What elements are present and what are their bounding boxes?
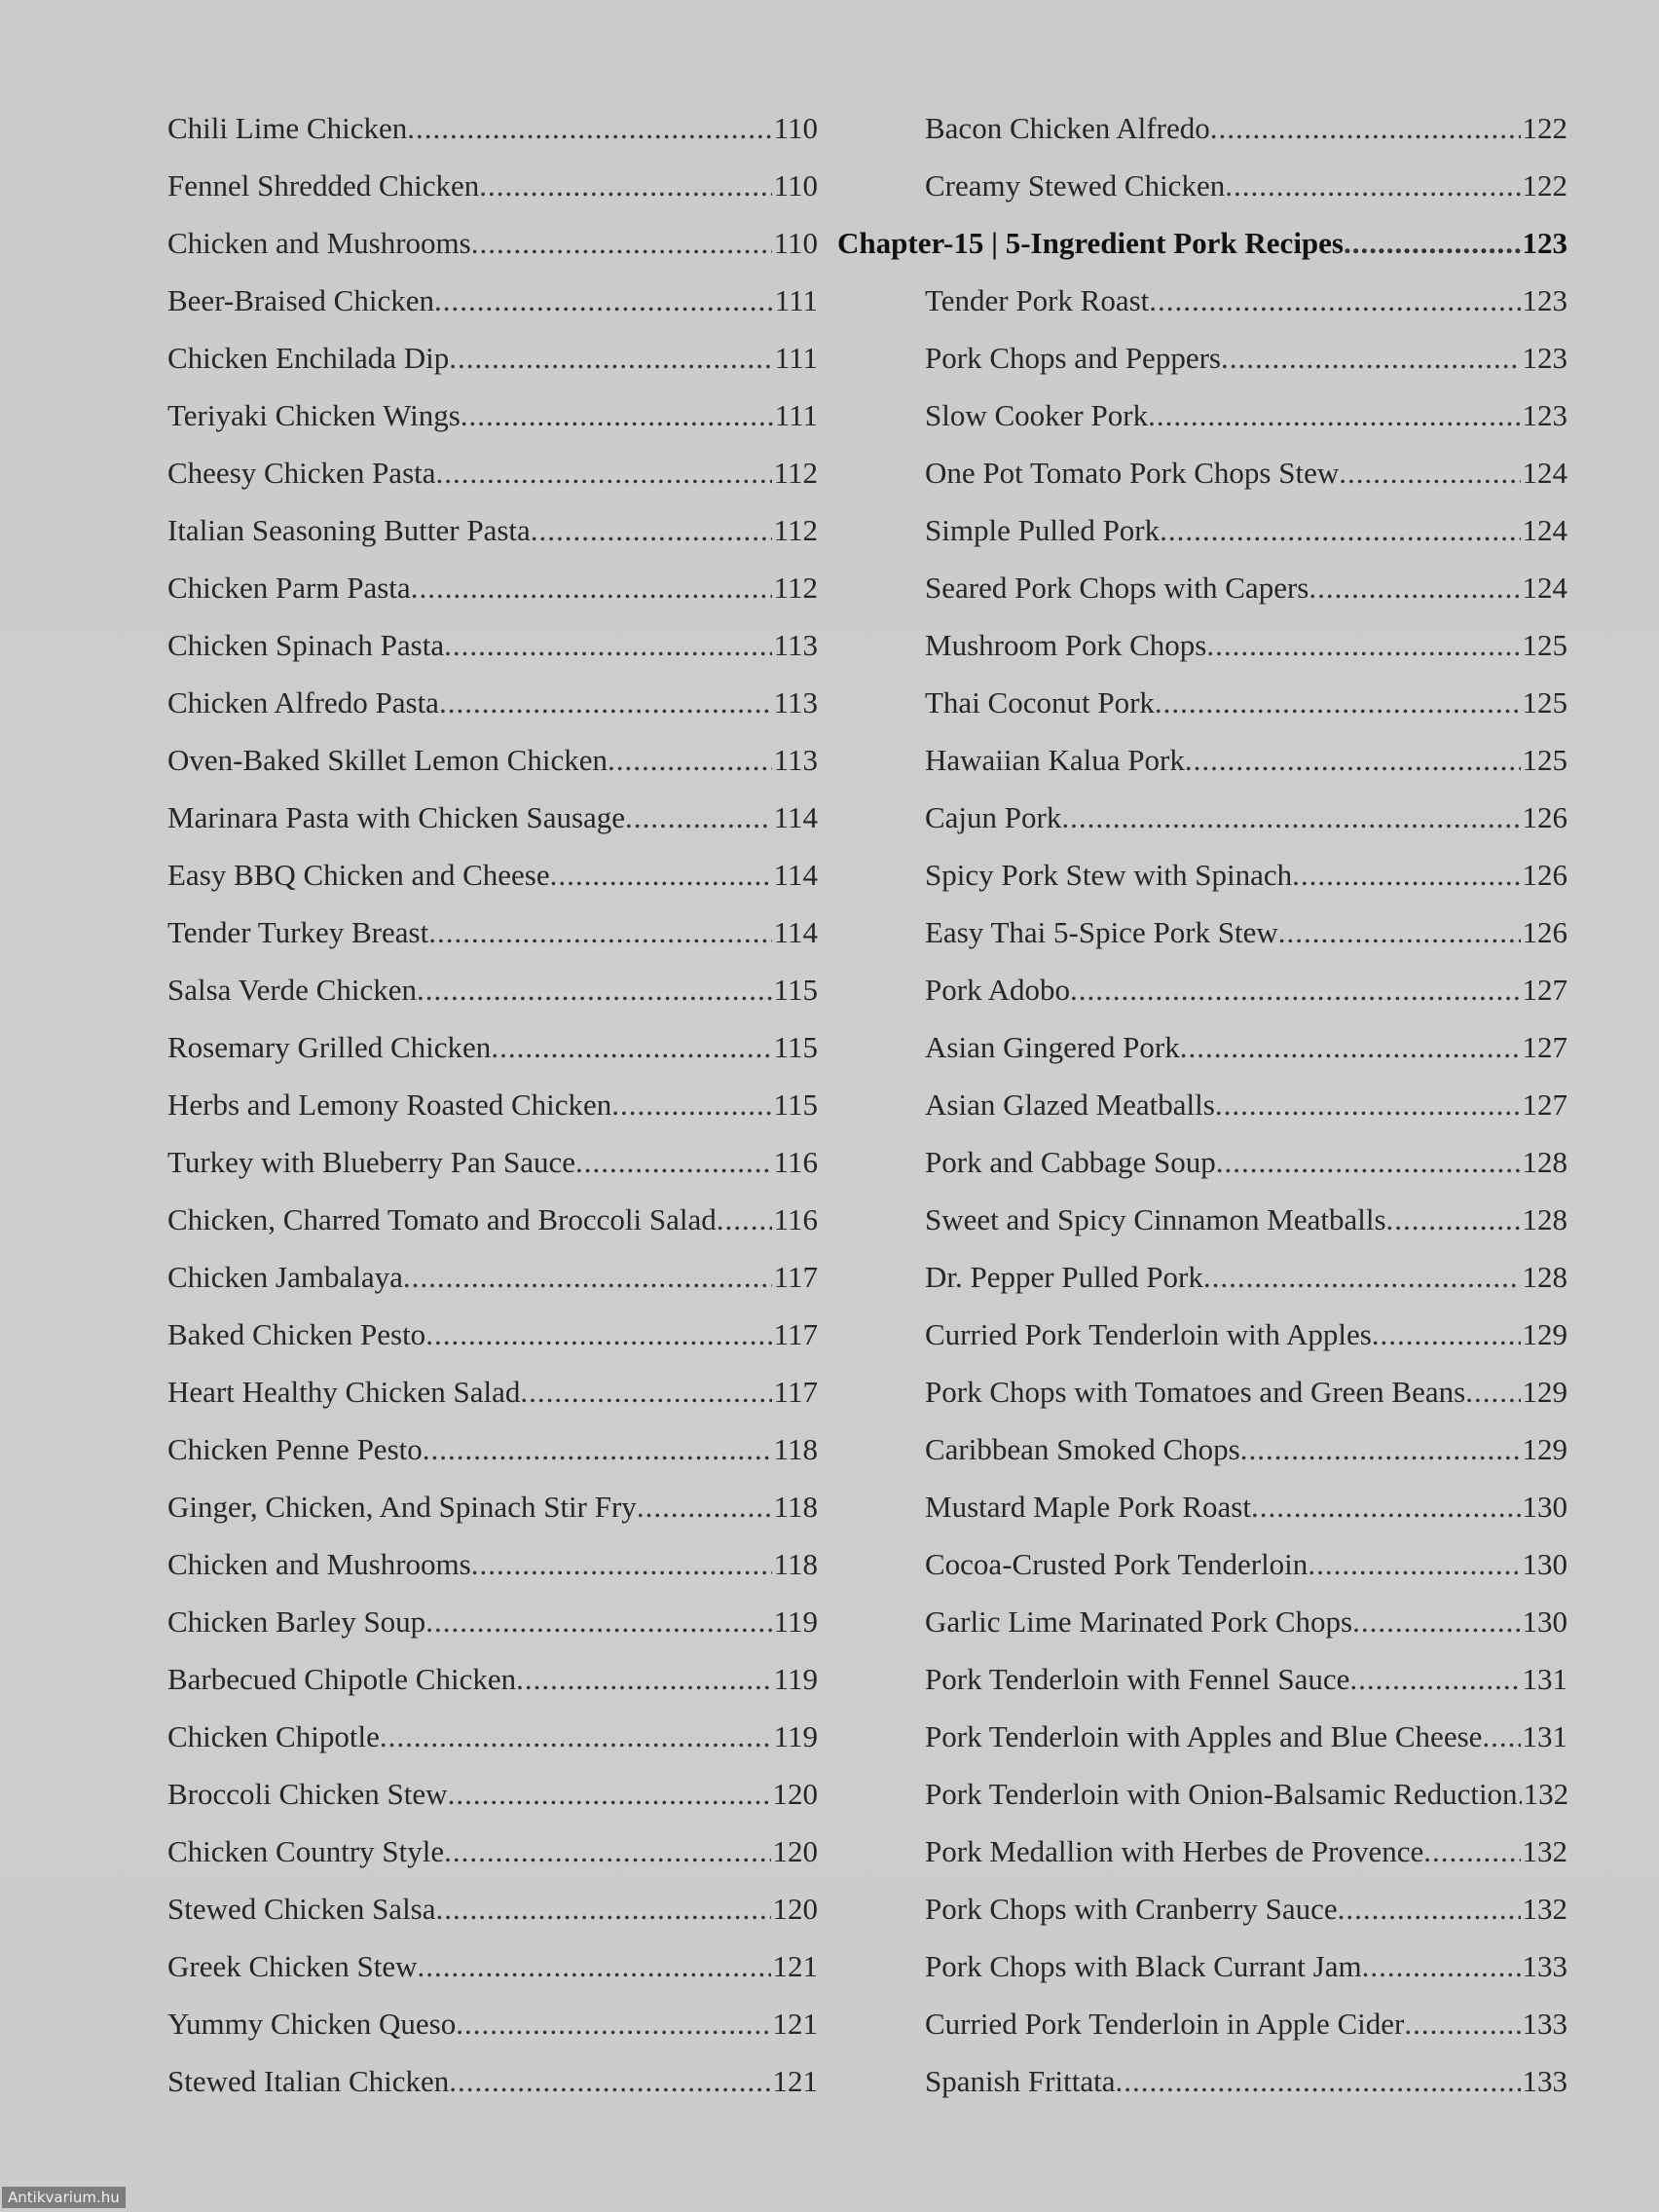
toc-entry [167,444,818,501]
entry-page: 122 [1522,168,1567,203]
toc-entry [881,846,1567,903]
entry-title: Marinara Pasta with Chicken Sausage [167,800,626,834]
entry-page: 113 [773,743,818,777]
toc-entry [881,1880,1567,1937]
dot-leader [418,1937,771,1995]
entry-title: Dr. Pepper Pulled Pork [925,1260,1203,1294]
entry-page: 114 [773,800,818,834]
entry-title: Seared Pork Chops with Capers [925,571,1309,605]
entry-title: Chicken Chipotle [167,1719,380,1753]
dot-leader [461,387,773,444]
entry-title: Chicken Jambalaya [167,1260,403,1294]
dot-leader [436,1880,771,1937]
entry-page: 115 [773,1030,818,1064]
dot-leader [1404,1995,1520,2052]
entry-page: 132 [1522,1892,1567,1926]
dot-leader [1115,2052,1520,2110]
dot-leader [1372,1306,1521,1363]
toc-entry [881,329,1567,387]
toc-entry [881,501,1567,559]
toc-entry [167,846,818,903]
entry-title: Stewed Chicken Salsa [167,1892,436,1926]
toc-entry [167,1133,818,1191]
toc-entry [167,1306,818,1363]
entry-page: 128 [1522,1145,1567,1179]
dot-leader [417,961,772,1018]
toc-entry [881,1420,1567,1478]
entry-title: Chicken Barley Soup [167,1604,426,1639]
toc-entry [167,1363,818,1420]
entry-page: 130 [1522,1490,1567,1524]
entry-page: 132 [1522,1834,1567,1868]
dot-leader [434,272,773,329]
entry-title: Tender Turkey Breast [167,915,429,949]
entry-page: 130 [1522,1604,1567,1639]
entry-title: Italian Seasoning Butter Pasta [167,513,531,547]
entry-title: Easy BBQ Chicken and Cheese [167,858,550,892]
dot-leader [611,1076,771,1133]
dot-leader [1185,731,1521,789]
entry-page: 115 [773,973,818,1007]
entry-page: 110 [773,111,818,145]
chapter-title: Chapter-15 | 5-Ingredient Pork Recipes [837,226,1344,260]
dot-leader [637,1478,772,1535]
entry-page: 128 [1522,1260,1567,1294]
entry-title: Rosemary Grilled Chicken [167,1030,492,1064]
dot-leader [1362,1937,1521,1995]
entry-title: Baked Chicken Pesto [167,1317,426,1351]
entry-page: 129 [1522,1317,1567,1351]
entry-title: Pork Chops with Tomatoes and Green Beans [925,1375,1466,1409]
toc-entry [881,903,1567,961]
entry-page: 112 [773,513,818,547]
dot-leader [1386,1191,1521,1248]
entry-page: 118 [773,1432,818,1466]
toc-entry [881,1076,1567,1133]
dot-leader [491,1018,771,1076]
toc-entry [881,1650,1567,1708]
dot-leader [608,731,772,789]
toc-entry [167,731,818,789]
dot-leader [1292,846,1520,903]
entry-title: Pork Tenderloin with Fennel Sauce [925,1662,1350,1696]
dot-leader [1465,1363,1520,1420]
entry-page: 133 [1522,1949,1567,1983]
entry-title: Chicken and Mushrooms [167,1547,471,1581]
entry-title: Mushroom Pork Chops [925,628,1207,662]
toc-entry [167,903,818,961]
dot-leader [1338,1880,1521,1937]
toc-entry [167,272,818,329]
dot-leader [456,1995,770,2052]
entry-page: 112 [773,456,818,490]
dot-leader [403,1248,772,1306]
dot-leader [449,2052,770,2110]
entry-title: Bacon Chicken Alfredo [925,111,1210,145]
entry-page: 121 [772,1949,818,1983]
toc-entry [167,1076,818,1133]
entry-page: 114 [773,858,818,892]
entry-title: Cajun Pork [925,800,1062,834]
entry-title: Pork Medallion with Herbes de Provence [925,1834,1424,1868]
dot-leader [1240,1420,1521,1478]
dot-leader [1352,1593,1520,1650]
dot-leader [1210,99,1521,157]
entry-title: Caribbean Smoked Chops [925,1432,1240,1466]
toc-entry [167,1880,818,1937]
entry-title: Chicken, Charred Tomato and Broccoli Salad [167,1202,717,1236]
dot-leader [1308,1535,1520,1593]
entry-page: 123 [1522,341,1567,375]
entry-title: Spanish Frittata [925,2064,1116,2098]
toc-entry [881,1937,1567,1995]
entry-page: 122 [1522,111,1567,145]
entry-page: 124 [1522,456,1567,490]
entry-page: 126 [1522,915,1567,949]
entry-title: Sweet and Spicy Cinnamon Meatballs [925,1202,1386,1236]
toc-entry [881,1708,1567,1765]
dot-leader [1070,961,1521,1018]
entry-page: 127 [1522,973,1567,1007]
dot-leader [1309,559,1520,616]
entry-page: 125 [1522,743,1567,777]
dot-leader [425,1593,771,1650]
entry-title: Hawaiian Kalua Pork [925,743,1185,777]
entry-page: 112 [773,571,818,605]
toc-entry [881,1478,1567,1535]
dot-leader [516,1650,772,1708]
entry-page: 124 [1522,513,1567,547]
toc-entry [167,961,818,1018]
dot-leader [1221,329,1521,387]
dot-leader [471,214,772,272]
entry-page: 116 [773,1145,818,1179]
dot-leader [1225,157,1520,214]
dot-leader [1155,674,1521,731]
toc-entry [881,789,1567,846]
dot-leader [1482,1708,1520,1765]
dot-leader [1344,214,1521,272]
entry-title: Chili Lime Chicken [167,111,408,145]
toc-entry [167,214,818,272]
entry-page: 119 [773,1662,818,1696]
entry-page: 113 [773,685,818,719]
entry-title: Teriyaki Chicken Wings [167,398,461,432]
entry-title: Heart Healthy Chicken Salad [167,1375,521,1409]
entry-page: 111 [774,398,818,432]
entry-title: Cocoa-Crusted Pork Tenderloin [925,1547,1309,1581]
entry-title: Greek Chicken Stew [167,1949,418,1983]
toc-entry [881,559,1567,616]
entry-title: Beer-Braised Chicken [167,283,434,317]
entry-title: Chicken Alfredo Pasta [167,685,439,719]
toc-entry [167,1708,818,1765]
entry-title: Oven-Baked Skillet Lemon Chicken [167,743,608,777]
entry-page: 124 [1522,571,1567,605]
toc-entry [167,1593,818,1650]
entry-title: Broccoli Chicken Stew [167,1777,448,1811]
entry-title: Thai Coconut Pork [925,685,1155,719]
toc-entry [881,1823,1567,1880]
entry-page: 121 [772,2007,818,2041]
chapter-heading [837,214,1567,272]
entry-title: One Pot Tomato Pork Chops Stew [925,456,1340,490]
entry-title: Salsa Verde Chicken [167,973,417,1007]
toc-entry [167,387,818,444]
dot-leader [717,1191,772,1248]
entry-title: Chicken Penne Pesto [167,1432,423,1466]
toc-entry [167,1018,818,1076]
dot-leader [439,674,772,731]
dot-leader [625,789,772,846]
entry-title: Herbs and Lemony Roasted Chicken [167,1088,612,1122]
toc-entry [167,501,818,559]
toc-left-column [167,99,818,2110]
entry-page: 127 [1522,1088,1567,1122]
entry-page: 117 [773,1317,818,1351]
dot-leader [479,157,771,214]
entry-page: 117 [773,1260,818,1294]
toc-entry [167,1995,818,2052]
toc-entry [881,1306,1567,1363]
toc-entry [881,444,1567,501]
entry-page: 120 [772,1892,818,1926]
toc-entry [167,1937,818,1995]
entry-title: Chicken Enchilada Dip [167,341,450,375]
toc-entry [881,1363,1567,1420]
toc-entry [881,1248,1567,1306]
dot-leader [423,1420,772,1478]
toc-entry [881,1133,1567,1191]
toc-entry [881,157,1567,214]
dot-leader [1216,1133,1521,1191]
entry-page: 115 [773,1088,818,1122]
entry-page: 133 [1522,2007,1567,2041]
entry-title: Yummy Chicken Queso [167,2007,457,2041]
toc-entry [167,559,818,616]
toc-entry [881,1593,1567,1650]
dot-leader [1349,1650,1520,1708]
entry-page: 125 [1522,685,1567,719]
entry-title: Chicken Spinach Pasta [167,628,445,662]
entry-page: 129 [1522,1432,1567,1466]
toc-entry [167,1765,818,1823]
entry-title: Pork Chops with Black Currant Jam [925,1949,1362,1983]
dot-leader [436,444,772,501]
dot-leader [1148,387,1520,444]
entry-title: Fennel Shredded Chicken [167,168,480,203]
entry-page: 128 [1522,1202,1567,1236]
entry-page: 117 [773,1375,818,1409]
entry-page: 129 [1522,1375,1567,1409]
entry-title: Creamy Stewed Chicken [925,168,1226,203]
entry-page: 120 [772,1777,818,1811]
dot-leader [1203,1248,1521,1306]
toc-entry [881,99,1567,157]
entry-page: 118 [773,1547,818,1581]
toc-entry [881,616,1567,674]
toc-entry [881,1995,1567,2052]
entry-page: 113 [773,628,818,662]
toc-entry [167,1535,818,1593]
entry-title: Simple Pulled Pork [925,513,1161,547]
dot-leader [428,903,771,961]
toc-entry [167,2052,818,2110]
entry-title: Turkey with Blueberry Pan Sauce [167,1145,576,1179]
entry-title: Chicken and Mushrooms [167,226,471,260]
dot-leader [471,1535,772,1593]
dot-leader [550,846,772,903]
entry-title: Ginger, Chicken, And Spinach Stir Fry [167,1490,637,1524]
entry-title: Pork Chops with Cranberry Sauce [925,1892,1338,1926]
toc-entry [881,272,1567,329]
entry-title: Barbecued Chipotle Chicken [167,1662,517,1696]
toc-entry [881,674,1567,731]
dot-leader [1339,444,1520,501]
entry-page: 130 [1522,1547,1567,1581]
entry-page: 126 [1522,800,1567,834]
entry-title: Asian Glazed Meatballs [925,1088,1215,1122]
toc-entry [167,1478,818,1535]
toc-entry [167,1420,818,1478]
entry-page: 127 [1522,1030,1567,1064]
toc-entry [881,961,1567,1018]
dot-leader [1160,501,1520,559]
entry-page: 118 [773,1490,818,1524]
dot-leader [1251,1478,1521,1535]
entry-title: Easy Thai 5-Spice Pork Stew [925,915,1278,949]
entry-page: 110 [773,226,818,260]
dot-leader [407,99,771,157]
dot-leader [1206,616,1520,674]
entry-title: Tender Pork Roast [925,283,1150,317]
toc-entry [167,157,818,214]
toc-entry [167,616,818,674]
entry-title: Spicy Pork Stew with Spinach [925,858,1293,892]
entry-title: Slow Cooker Pork [925,398,1149,432]
dot-leader [444,616,772,674]
dot-leader [1278,903,1521,961]
entry-title: Pork Adobo [925,973,1070,1007]
toc-right-column [837,99,1569,2110]
toc-entry [881,731,1567,789]
toc-entry [167,1248,818,1306]
entry-page: 119 [773,1719,818,1753]
entry-page: 131 [1522,1719,1567,1753]
toc-entry [167,329,818,387]
entry-page: 119 [773,1604,818,1639]
entry-title: Pork Chops and Peppers [925,341,1221,375]
entry-page: 121 [772,2064,818,2098]
toc-entry [881,1535,1567,1593]
dot-leader [1061,789,1520,846]
entry-page: 111 [774,283,818,317]
entry-title: Curried Pork Tenderloin with Apples [925,1317,1372,1351]
dot-leader [448,1765,771,1823]
toc-entry [881,387,1567,444]
toc-entry [167,789,818,846]
entry-title: Chicken Parm Pasta [167,571,411,605]
chapter-page: 123 [1522,226,1567,260]
dot-leader [531,501,772,559]
entry-page: 126 [1522,858,1567,892]
toc-entry [167,1823,818,1880]
toc-entry [167,1191,818,1248]
dot-leader [1180,1018,1521,1076]
entry-page: 123 [1522,398,1567,432]
entry-title: Pork and Cabbage Soup [925,1145,1216,1179]
entry-title: Stewed Italian Chicken [167,2064,450,2098]
entry-title: Garlic Lime Marinated Pork Chops [925,1604,1353,1639]
dot-leader [1215,1076,1521,1133]
entry-page: 132 [1523,1777,1569,1811]
entry-page: 133 [1522,2064,1567,2098]
toc-entry [167,1650,818,1708]
entry-page: 111 [774,341,818,375]
entry-title: Pork Tenderloin with Onion-Balsamic Reduction [925,1777,1518,1811]
dot-leader [1423,1823,1520,1880]
entry-page: 110 [773,168,818,203]
dot-leader [380,1708,772,1765]
watermark: Antikvarium.hu [2,2187,126,2208]
dot-leader [425,1306,771,1363]
dot-leader [1149,272,1520,329]
dot-leader [411,559,772,616]
toc-entry [881,1191,1567,1248]
toc-entry [881,2052,1567,2110]
dot-leader [444,1823,770,1880]
entry-title: Cheesy Chicken Pasta [167,456,436,490]
entry-title: Curried Pork Tenderloin in Apple Cider [925,2007,1405,2041]
entry-page: 131 [1522,1662,1567,1696]
toc-entry [167,99,818,157]
entry-page: 116 [773,1202,818,1236]
dot-leader [449,329,773,387]
entry-page: 114 [773,915,818,949]
toc-entry [881,1018,1567,1076]
toc-entry [881,1765,1567,1823]
toc-entry [167,674,818,731]
entry-page: 120 [772,1834,818,1868]
entry-title: Asian Gingered Pork [925,1030,1180,1064]
entry-page: 123 [1522,283,1567,317]
entry-title: Pork Tenderloin with Apples and Blue Cheese [925,1719,1483,1753]
dot-leader [575,1133,772,1191]
entry-title: Chicken Country Style [167,1834,445,1868]
entry-page: 125 [1522,628,1567,662]
dot-leader [520,1363,771,1420]
entry-title: Mustard Maple Pork Roast [925,1490,1251,1524]
